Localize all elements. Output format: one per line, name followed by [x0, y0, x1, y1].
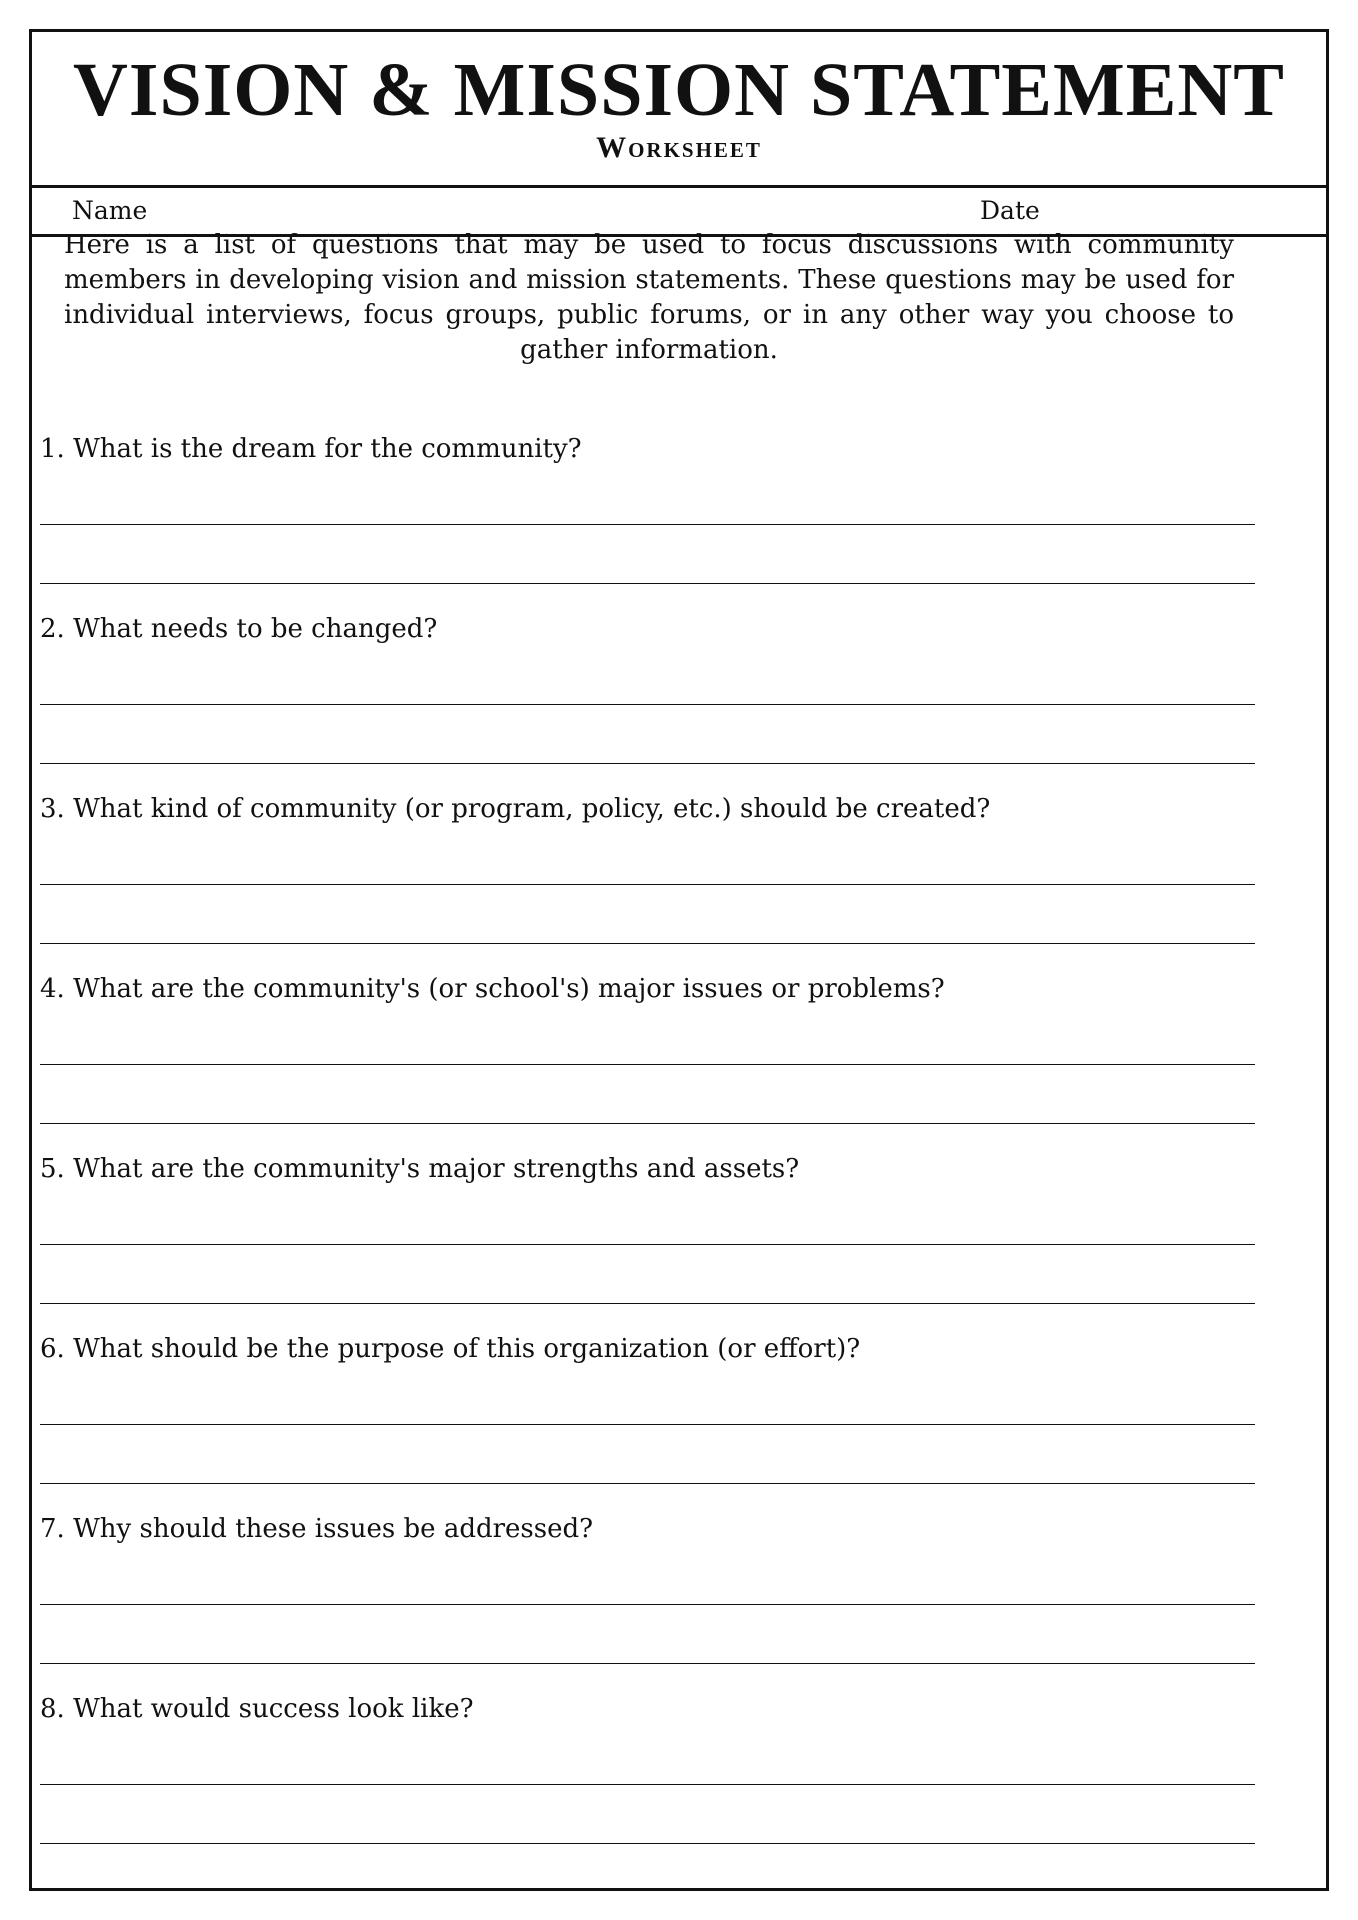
answer-line[interactable]	[40, 884, 1255, 885]
answer-line[interactable]	[40, 583, 1255, 584]
intro-paragraph: Here is a list of questions that may be used to focus discussions with community members in developing vision and mission statements. These questions may be used for individual interviews, focus groups, public forums, or in any other way you choose to gather information.	[64, 230, 1234, 365]
question-7	[40, 1512, 1260, 1546]
answer-line[interactable]	[40, 1604, 1255, 1605]
answer-line[interactable]	[40, 1424, 1255, 1425]
question-text: 2. What needs to be changed?	[40, 614, 438, 644]
answer-line[interactable]	[40, 1064, 1255, 1065]
date-field-label: Date	[980, 196, 1040, 225]
name-field-label: Name	[72, 196, 148, 225]
answer-line[interactable]	[40, 1843, 1255, 1844]
answer-line[interactable]	[40, 1303, 1255, 1304]
answer-line[interactable]	[40, 524, 1255, 525]
question-text: 7. Why should these issues be addressed?	[40, 1514, 594, 1544]
answer-line[interactable]	[40, 1244, 1255, 1245]
question-text: 4. What are the community's (or school's) major issues or problems?	[40, 974, 945, 1004]
page-subtitle: Worksheet	[596, 131, 762, 164]
question-8	[40, 1692, 1260, 1726]
question-text: 1. What is the dream for the community?	[40, 434, 582, 464]
question-1	[40, 432, 1260, 466]
question-text: 3. What kind of community (or program, policy, etc.) should be created?	[40, 794, 991, 824]
question-5	[40, 1152, 1260, 1186]
answer-line[interactable]	[40, 943, 1255, 944]
question-text: 8. What would success look like?	[40, 1694, 474, 1724]
answer-line[interactable]	[40, 1483, 1255, 1484]
question-6	[40, 1332, 1260, 1366]
header	[32, 32, 1326, 188]
answer-line[interactable]	[40, 1123, 1255, 1124]
question-text: 6. What should be the purpose of this organization (or effort)?	[40, 1334, 861, 1364]
answer-line[interactable]	[40, 704, 1255, 705]
question-text: 5. What are the community's major strengths and assets?	[40, 1154, 800, 1184]
answer-line[interactable]	[40, 763, 1255, 764]
answer-line[interactable]	[40, 1663, 1255, 1664]
question-4	[40, 972, 1260, 1006]
answer-line[interactable]	[40, 1784, 1255, 1785]
question-3	[40, 792, 1260, 826]
page-title: VISION & MISSION STATEMENT	[73, 48, 1285, 132]
question-2	[40, 612, 1260, 646]
